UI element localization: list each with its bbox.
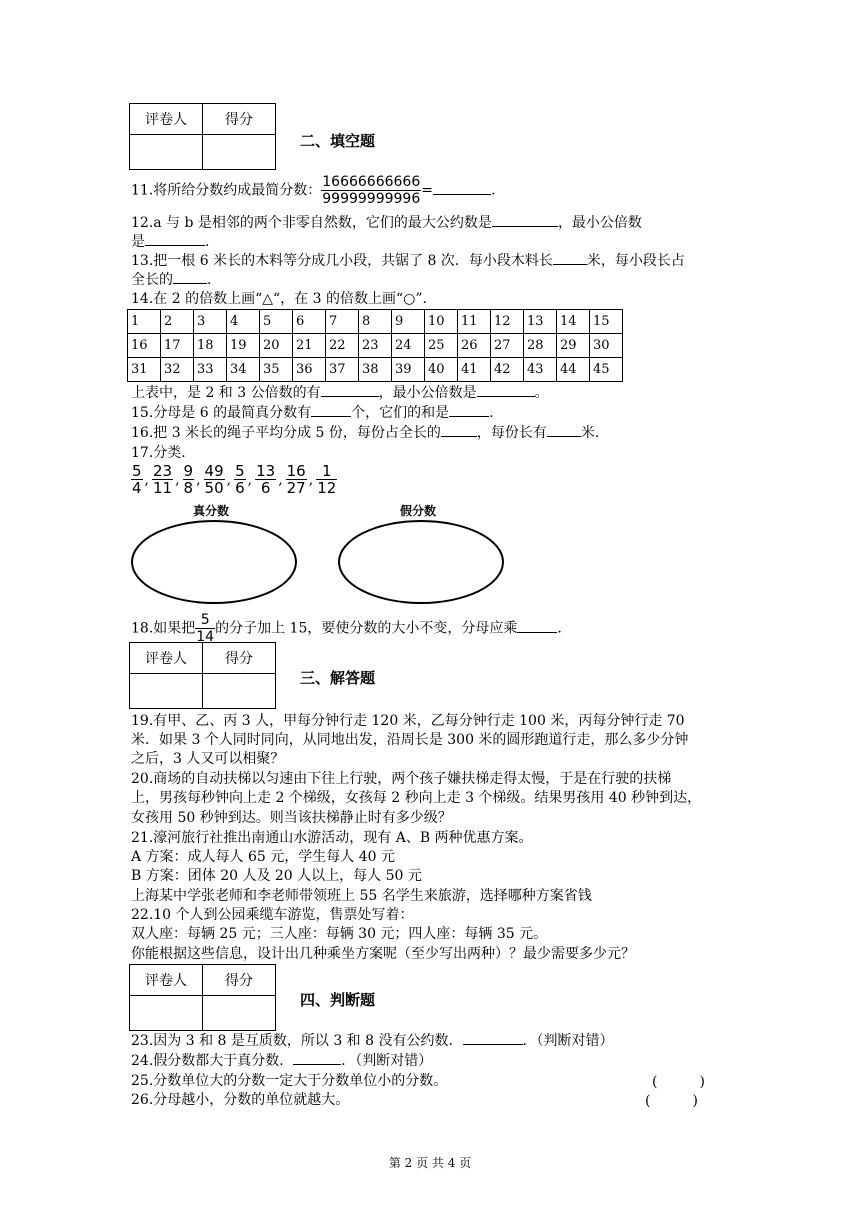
q16-end: 米.: [580, 425, 600, 441]
q11-text: 11.将所给分数约成最简分数：: [131, 182, 322, 199]
q15-blank-sum[interactable]: [449, 403, 489, 417]
q13-text-c: 全长的: [131, 272, 173, 288]
number-cell[interactable]: 45: [590, 358, 623, 382]
q18-denominator: 14: [196, 629, 215, 645]
number-grid-row: [128, 334, 623, 358]
q14-text-a: 上表中，是 2 和 3 公倍数的有: [131, 385, 321, 401]
fraction-separator: ,: [247, 471, 253, 488]
q13-blank-fraction[interactable]: [173, 270, 207, 284]
question-20-line-3: 女孩用 50 秒钟到达。则当该扶梯静止时有多少级？: [131, 810, 452, 826]
question-17: 17.分类.: [131, 445, 186, 461]
section-judge: 四、判断题: [300, 991, 376, 1009]
fraction-denominator: 6: [260, 479, 271, 497]
fraction-numerator: 13: [256, 462, 276, 480]
question-22-line-3: 你能根据这些信息，设计出几种乘坐方案呢（至少写出两种）？最少需要多少元？: [131, 946, 635, 962]
number-cell[interactable]: 17: [161, 334, 194, 358]
score-table-2: [129, 642, 276, 709]
q16-text-b: ，每份长有: [476, 425, 547, 441]
reviewer-header: 评卷人: [130, 104, 203, 135]
score-table-1: [129, 103, 276, 170]
question-21-line-3: B 方案：团体 20 人及 20 人以上，每人 50 元: [131, 868, 422, 884]
q24-text-b: ．（判断对错）: [341, 1053, 433, 1069]
number-cell[interactable]: 24: [392, 334, 425, 358]
question-22-line-2: 双人座：每辆 25 元；三人座：每辆 30 元；四人座：每辆 35 元。: [131, 926, 548, 942]
q11-fraction: [321, 174, 421, 207]
q16-text: 16.把 3 米长的绳子平均分成 5 份，每份占全长的: [131, 425, 441, 441]
q15-end: .: [489, 405, 494, 421]
fraction-separator: ,: [226, 471, 232, 488]
fraction-denominator: 4: [132, 479, 142, 497]
number-cell[interactable]: 28: [524, 334, 557, 358]
number-cell[interactable]: 21: [293, 334, 326, 358]
number-cell[interactable]: 6: [293, 310, 326, 334]
question-25: 25.分数单位大的分数一定大于分数单位小的分数。: [131, 1073, 448, 1089]
fraction-separator: ,: [175, 471, 180, 488]
q17-fraction: [286, 463, 307, 496]
fraction-numerator: 5: [235, 462, 245, 480]
q18-text-b: 的分子加上 15，要使分数的大小不变，分母应乘: [215, 620, 518, 637]
fraction-numerator: 5: [132, 462, 142, 480]
question-16: [131, 423, 741, 443]
q13-blank-length[interactable]: [553, 251, 587, 265]
reviewer-cell[interactable]: [130, 135, 203, 170]
q11-blank[interactable]: [433, 181, 491, 195]
q24-text: 24.假分数都大于真分数．: [131, 1053, 294, 1069]
q18-text: 18.如果把: [131, 620, 196, 637]
question-14-after: [131, 383, 741, 403]
number-cell[interactable]: 40: [425, 358, 458, 382]
number-cell[interactable]: 19: [227, 334, 260, 358]
q13-text: 13.把一根 6 米长的木料等分成几小段，共锯了 8 次．每小段木料长: [131, 253, 553, 269]
improper-fraction-ellipse[interactable]: [338, 520, 504, 604]
question-21-line-4: 上海某中学张老师和李老师带领班上 55 名学生来旅游，选择哪种方案省钱: [131, 888, 592, 904]
score-table-3: [129, 964, 276, 1031]
fraction-numerator: 1: [316, 463, 337, 480]
improper-fraction-label: 假分数: [400, 504, 437, 518]
number-cell[interactable]: 39: [392, 358, 425, 382]
number-cell[interactable]: 29: [557, 334, 590, 358]
fraction-numerator: 16: [286, 462, 306, 480]
fraction-denominator: 8: [183, 479, 194, 497]
fraction-separator: ,: [144, 471, 149, 488]
question-26: 26.分母越小，分数的单位就越大。: [131, 1092, 350, 1108]
number-cell[interactable]: 18: [194, 334, 227, 358]
q25-answer-paren[interactable]: ( ): [652, 1074, 705, 1090]
q14-text-b: ，最小公倍数是: [378, 385, 477, 401]
reviewer-header: 评卷人: [130, 643, 203, 674]
question-22-line-1: 22.10 个人到公园乘缆车游览，售票处写着：: [131, 907, 414, 923]
q18-end: .: [557, 620, 562, 637]
number-cell[interactable]: 38: [359, 358, 392, 382]
q12-blank-lcm[interactable]: [145, 232, 205, 246]
score-header: 得分: [203, 104, 276, 135]
number-cell[interactable]: 22: [326, 334, 359, 358]
q17-fraction: [183, 463, 195, 496]
score-header: 得分: [203, 965, 276, 996]
score-cell[interactable]: [203, 996, 276, 1031]
number-cell[interactable]: 5: [260, 310, 293, 334]
score-header: 得分: [203, 643, 276, 674]
number-cell[interactable]: 42: [491, 358, 524, 382]
number-cell[interactable]: 31: [128, 358, 161, 382]
question-15: [131, 403, 741, 423]
fraction-numerator: 49: [204, 462, 224, 480]
number-cell[interactable]: 35: [260, 358, 293, 382]
q11-equals: =: [421, 182, 433, 199]
q11-denominator: 99999999996: [322, 191, 421, 207]
q15-blank-count[interactable]: [311, 403, 351, 417]
number-cell[interactable]: 32: [161, 358, 194, 382]
fraction-denominator: 11: [153, 479, 173, 497]
question-11: [131, 174, 741, 207]
q14-end: 。: [534, 385, 549, 401]
number-grid-row: [128, 310, 623, 334]
fraction-numerator: 23: [153, 462, 173, 480]
number-cell[interactable]: 36: [293, 358, 326, 382]
number-cell[interactable]: 34: [227, 358, 260, 382]
section-solve: 三、解答题: [300, 669, 376, 687]
number-cell[interactable]: 37: [326, 358, 359, 382]
q24-blank[interactable]: [293, 1051, 341, 1065]
q12-end: .: [205, 234, 210, 250]
fraction-separator: ,: [308, 471, 314, 488]
q17-fraction: [234, 463, 246, 496]
question-19-line-2: 米．如果 3 个人同时同向，从同地出发，沿周长是 300 米的圆形跑道行走，那么多少分钟: [131, 732, 689, 748]
question-20-line-2: 上，男孩每秒钟向上走 2 个梯级，女孩每 2 秒向上走 3 个梯级。结果男孩用 40 秒钟到达，: [131, 790, 702, 806]
q17-fraction: [316, 463, 337, 496]
number-cell[interactable]: 13: [524, 310, 557, 334]
q17-fraction: [204, 463, 225, 496]
number-cell[interactable]: 15: [590, 310, 623, 334]
q23-text-b: ．（判断对错）: [522, 1033, 614, 1049]
score-cell[interactable]: [203, 674, 276, 709]
number-cell[interactable]: 1: [128, 310, 161, 334]
number-cell[interactable]: 2: [161, 310, 194, 334]
number-cell[interactable]: 23: [359, 334, 392, 358]
q15-text-b: 个，它们的和是: [351, 405, 450, 421]
number-cell[interactable]: 44: [557, 358, 590, 382]
question-23: [131, 1031, 741, 1051]
question-14: 14.在 2 的倍数上画“△“，在 3 的倍数上画“○”．: [131, 291, 437, 307]
question-19-line-3: 之后，3 人又可以相聚？: [131, 751, 285, 767]
question-19-line-1: 19.有甲、乙、丙 3 人，甲每分钟行走 120 米，乙每分钟行走 100 米，丙每分钟行走 70: [131, 713, 685, 729]
q16-blank-fraction[interactable]: [441, 423, 477, 437]
number-cell[interactable]: 27: [491, 334, 524, 358]
number-cell[interactable]: 43: [524, 358, 557, 382]
q15-text: 15.分母是 6 的最简真分数有: [131, 405, 312, 421]
q17-fraction: [152, 463, 173, 496]
fraction-denominator: 6: [235, 479, 245, 497]
number-grid: [127, 309, 623, 382]
question-21-line-2: A 方案：成人每人 65 元，学生每人 40 元: [131, 849, 395, 865]
q18-blank[interactable]: [517, 619, 557, 633]
fraction-numerator: 9: [183, 462, 194, 480]
fraction-denominator: 27: [286, 479, 306, 497]
proper-fraction-ellipse[interactable]: [131, 520, 297, 604]
proper-fraction-label: 真分数: [193, 504, 230, 518]
question-12: [131, 213, 741, 233]
q12-text-c: 是: [131, 234, 145, 250]
reviewer-header: 评卷人: [130, 965, 203, 996]
q18-fraction: [195, 612, 215, 645]
number-cell[interactable]: 26: [458, 334, 491, 358]
q14-blank-lcm[interactable]: [477, 383, 535, 397]
number-cell[interactable]: 14: [557, 310, 590, 334]
number-cell[interactable]: 8: [359, 310, 392, 334]
q16-blank-length[interactable]: [547, 423, 581, 437]
reviewer-cell[interactable]: [130, 674, 203, 709]
q13-end: .: [207, 272, 212, 288]
number-cell[interactable]: 30: [590, 334, 623, 358]
fraction-denominator: 12: [317, 479, 337, 497]
fraction-denominator: 50: [204, 479, 224, 497]
question-21-line-1: 21.濠河旅行社推出南通山水游活动，现有 A、B 两种优惠方案。: [131, 830, 533, 846]
fraction-separator: ,: [278, 471, 283, 488]
number-cell[interactable]: 3: [194, 310, 227, 334]
reviewer-cell[interactable]: [130, 996, 203, 1031]
q23-blank[interactable]: [463, 1031, 523, 1045]
question-12-cont: [131, 232, 741, 252]
number-cell[interactable]: 7: [326, 310, 359, 334]
q23-text: 23.因为 3 和 8 是互质数，所以 3 和 8 没有公约数．: [131, 1033, 463, 1049]
fraction-separator: ,: [196, 471, 201, 488]
question-13-cont: [131, 270, 741, 290]
question-13: [131, 251, 741, 271]
number-cell[interactable]: 12: [491, 310, 524, 334]
q12-text: 12.a 与 b 是相邻的两个非零自然数，它们的最大公约数是: [131, 215, 492, 231]
q12-text-b: ，最小公倍数: [557, 215, 642, 231]
q14-blank-common[interactable]: [321, 383, 379, 397]
number-cell[interactable]: 16: [128, 334, 161, 358]
section-fill-in: 二、填空题: [300, 132, 376, 150]
score-cell[interactable]: [203, 135, 276, 170]
q13-text-b: 米，每小段长占: [586, 253, 685, 269]
q12-blank-gcd[interactable]: [492, 213, 558, 227]
q17-fraction: [131, 463, 143, 496]
q11-numerator: 16666666666: [322, 174, 421, 190]
q18-numerator: 5: [195, 612, 215, 629]
question-24: [131, 1051, 741, 1071]
number-cell[interactable]: 41: [458, 358, 491, 382]
q17-fraction-list: [131, 463, 339, 496]
number-cell[interactable]: 20: [260, 334, 293, 358]
number-cell[interactable]: 4: [227, 310, 260, 334]
number-cell[interactable]: 11: [458, 310, 491, 334]
q11-end: .: [490, 182, 496, 199]
q26-answer-paren[interactable]: ( ): [645, 1093, 698, 1109]
number-cell[interactable]: 9: [392, 310, 425, 334]
question-20-line-1: 20.商场的自动扶梯以匀速由下往上行驶，两个孩子嫌扶梯走得太慢，于是在行驶的扶梯: [131, 771, 672, 787]
number-cell[interactable]: 33: [194, 358, 227, 382]
number-grid-row: [128, 358, 623, 382]
question-18: [131, 612, 741, 645]
number-cell[interactable]: 10: [425, 310, 458, 334]
number-cell[interactable]: 25: [425, 334, 458, 358]
page-footer: 第 2 页 共 4 页: [388, 1156, 472, 1170]
q17-fraction: [255, 463, 276, 496]
